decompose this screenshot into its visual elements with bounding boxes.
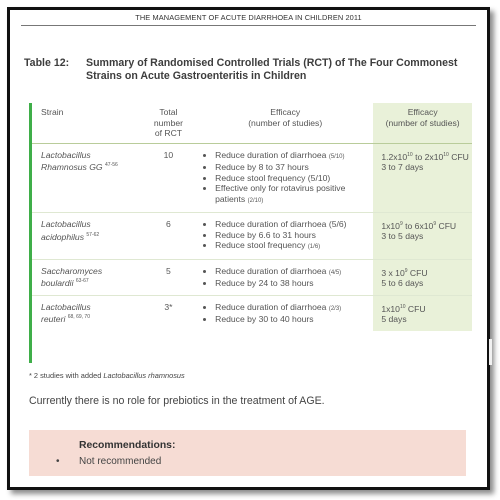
strain-cell: Lactobacillus reuteri $^{68, 69, 70}$: [32, 295, 140, 331]
efficacy-item: • Reduce duration of diarrhoea (5/10): [215, 150, 370, 163]
efficacy-cell: [197, 259, 373, 295]
efficacy-item: • Reduce stool frequency (5/10): [215, 173, 370, 184]
recommendation-item: • Not recommended: [56, 456, 162, 467]
efficacy-cell: [197, 143, 373, 213]
header-rule: [21, 25, 476, 26]
efficacy-item: • Reduce by 8 to 37 hours: [215, 162, 370, 173]
dose-cell: $1x10^9$ to $6x10^9$ CFU 3 to 5 days: [373, 213, 472, 260]
header-rct: Total number of RCT: [153, 107, 183, 138]
table-row: [32, 259, 472, 295]
dose-cell: $1x10^{10}$ CFU 5 days: [373, 295, 472, 331]
table-row: [32, 213, 472, 260]
recommendations-box: [29, 430, 466, 476]
dose-cell: $1.2x10^{10}$ to $2x10^{10}$ CFU 3 to 7 days: [373, 143, 472, 213]
rct-count-cell: 3*: [140, 295, 197, 331]
header-efficacy: Efficacy (number of studies): [248, 107, 323, 128]
table-number: Table 12:: [24, 57, 70, 69]
table-title-line2: Strains on Acute Gastroenteritis in Children: [86, 70, 307, 82]
rct-count-cell: 5: [140, 259, 197, 295]
table-title: [24, 57, 474, 83]
header-dose: Efficacy (number of studies): [373, 103, 472, 143]
efficacy-item: • Reduce by 30 to 40 hours: [215, 314, 370, 325]
efficacy-item: • Reduce duration of diarrhoea (5/6): [215, 219, 370, 230]
efficacy-cell: [197, 295, 373, 331]
rct-table: [29, 103, 472, 363]
document-page: [7, 7, 490, 490]
efficacy-item: • Reduce by 6.6 to 31 hours: [215, 230, 370, 241]
running-header: THE MANAGEMENT OF ACUTE DIARRHOEA IN CHILDREN 2011: [135, 13, 362, 22]
table-header-row: [32, 103, 472, 143]
header-strain: Strain: [41, 107, 64, 117]
prebiotics-statement: Currently there is no role for prebiotics in the treatment of AGE.: [29, 395, 325, 407]
efficacy-item: • Reduce duration of diarrhoea (4/5): [215, 266, 370, 279]
scrollbar-fragment[interactable]: [489, 339, 492, 365]
efficacy-cell: [197, 213, 373, 260]
table-row: [32, 295, 472, 331]
recommendations-title: Recommendations:: [79, 440, 176, 451]
dose-cell: 3 x $10^9$ CFU 5 to 6 days: [373, 259, 472, 295]
efficacy-item: • Reduce duration of diarrhoea (2/3): [215, 302, 370, 315]
table-footnote: * 2 studies with added Lactobacillus rhamnosus: [29, 371, 185, 380]
efficacy-item: • Reduce stool frequency (1/6): [215, 240, 370, 253]
strain-cell: Lactobacillus acidophilus $^{57-62}$: [32, 213, 140, 260]
rct-count-cell: 10: [140, 143, 197, 213]
rct-count-cell: 6: [140, 213, 197, 260]
table-row: [32, 143, 472, 213]
efficacy-item: • Reduce by 24 to 38 hours: [215, 278, 370, 289]
table-title-line1: Summary of Randomised Controlled Trials (RCT) of The Four Commonest: [86, 57, 458, 69]
strain-cell: Lactobacillus Rhamnosus GG $^{47-56}$: [32, 143, 140, 213]
bullet-icon: •: [56, 456, 60, 467]
strain-cell: Saccharomyces boulardii $^{63-67}$: [32, 259, 140, 295]
efficacy-item: • Effective only for rotavirus positive patients (2/10): [215, 183, 370, 206]
